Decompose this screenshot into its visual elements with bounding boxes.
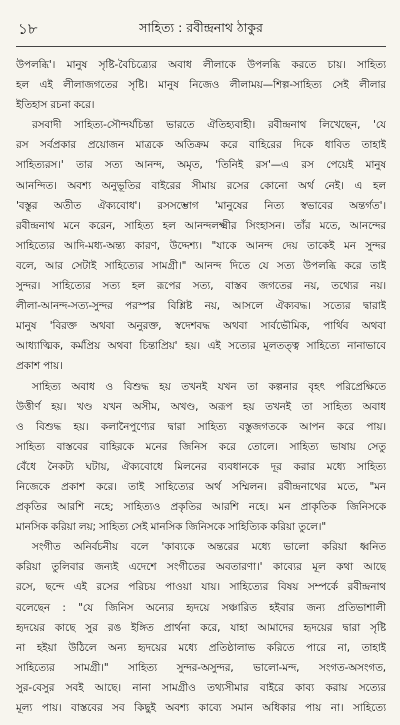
- text-line: প্রকাশ পায়।: [16, 360, 63, 373]
- text-line: বেঁধে নৈকট্য ঘটায়, ঐক্যবোধে মিলনের ব্যবধানকে দূর করার মধ্যে সাহিত্য: [16, 460, 386, 473]
- paragraph: [16, 377, 386, 538]
- text-line: সাহিত্যরস।' তার সত্য আনন্দ, অমৃত, 'তিনিই রস'—এ রস পেয়েই মানুষ: [16, 159, 386, 172]
- text-line: করিয়া তুলিবার জন্যই এদেশে সংগীতের অবতারণা।' কাব্যের মূল কথা আছে: [16, 561, 386, 574]
- body-text: [16, 55, 386, 718]
- text-line: রস সর্বপ্রকার প্রয়োজন মাত্রকে অতিক্রম করে বাহিরের দিকে ধাবিত তাহাই: [16, 139, 386, 152]
- running-head: সাহিত্য : রবীন্দ্রনাথ ঠাকুর: [139, 20, 263, 35]
- text-line: সাহিত্যের আদি-মধ্য-অন্ত্য কারণ, উদ্দেশ্য। "যাকে আনন্দ দেয় তাকেই মন সুন্দর: [16, 239, 386, 252]
- text-line: ও বিশুদ্ধ হয়। কলানৈপুণ্যের দ্বারা সাহিত্য বস্তুজগতকে আপন করে পায়।: [16, 420, 386, 433]
- text-line: প্রকৃতির আরশি নহে; সাহিত্যও প্রকৃতির আরশি নহে। মন প্রাকৃতিক জিনিসকে: [16, 501, 386, 514]
- paragraph: [16, 55, 386, 115]
- text-line: ইতিহাস রচনা করে।: [16, 99, 95, 112]
- text-line: 'বস্তুর অতীত ঐক্যবোধ'। রসসম্ভোগ 'মানুষের নিত্য স্বভাবের অন্তর্গত'।: [16, 199, 386, 212]
- text-line: উপলব্ধি'। মানুষ সৃষ্টি-বৈচিত্র্যের অবাধ লীলাকে উপলব্ধি করতে চায়। সাহিত্য: [16, 59, 386, 71]
- text-line: রসে, ছন্দে এই রসের পরিচয় পাওয়া যায়। সাহিত্যের বিষয় সম্পর্কে রবীন্দ্রনাথ: [16, 581, 386, 594]
- text-line: সুন্দর। সাহিত্যের সত্য হল রূপের সত্য, বাস্তব জগতের নয়, তথ্যের নয়।: [16, 280, 386, 293]
- text-line: বলেছেন : "যে জিনিস অন্যের হৃদয়ে সঞ্চারিত হইবার জন্য প্রতিভাশালী: [16, 601, 386, 614]
- text-line: না হইয়া উঠিলে অন্য হৃদয়ের মধ্যে প্রতিষ্ঠালাভ করিতে পারে না, তাহাই: [16, 641, 386, 654]
- text-line: সাহিত্য বাস্তবের বাহিরকে মনের জিনিস করে তোলে। সাহিত্য ভাষায় সেতু: [16, 440, 386, 453]
- text-line: লীলা-আনন্দ-সত্য-সুন্দর পরস্পর বিশ্লিষ্ট নয়, আসলে ঐক্যবদ্ধ। সত্যের দ্বারাই: [16, 300, 386, 313]
- text-line: রবীন্দ্রনাথ মনে করেন, সাহিত্য হল আনন্দলক্ষ্মীর সিংহাসন। তাঁর মতে, আনন্দের: [16, 219, 386, 232]
- text-line: হল এই লীলাজগতের সৃষ্টি। মানুষ নিজেও লীলাময়—শিল্প-সাহিত্য সেই লীলার: [16, 79, 386, 92]
- text-line: মানুষ 'বিরক্ত অথবা অনুরক্ত, স্বদেশবদ্ধ অথবা সার্বভৌমিক, পার্থিব অথবা: [16, 320, 386, 333]
- text-line: বলে, আর সেটাই সাহিত্যের সামগ্রী।" আনন্দ দিতে যে সত্য উপলব্ধি করে তাই: [16, 259, 386, 272]
- page-header: [16, 14, 386, 47]
- paragraph: [16, 537, 386, 718]
- text-line: উত্তীর্ণ হয়। খণ্ড যখন অসীম, অখণ্ড, অরূপ হয় তখনই তা সাহিত্য অবাধ: [16, 400, 386, 413]
- text-line: মানসিক করিয়া লয়; সাহিত্য সেই মানসিক জিনিসকে সাহিত্যিক করিয়া তুলে।": [16, 521, 327, 534]
- text-line: সাহিত্যের সামগ্রী।" সাহিত্য সুন্দর-অসুন্দর, ভালো-মন্দ, সংগত-অসংগত,: [16, 661, 386, 674]
- text-line: সংগীত অনির্বচনীয় বলে 'কাব্যকে অন্তরের মধ্যে ভালো করিয়া ধ্বনিত: [32, 541, 386, 554]
- text-line: মূল্য পায়। বাস্তবের সব কিছুই অবশ্য কাব্যে সমান অধিকার পায় না। সাহিত্যে: [16, 702, 386, 714]
- text-line: আনন্দিত। অবশ্য অনুভূতির বাইরের সীমায় রসের কোনো অর্থ নেই। এ হল: [16, 179, 386, 192]
- text-line: নিজেকে প্রকাশ করে। তাই সাহিত্যের অর্থ সম্মিলন। রবীন্দ্রনাথের মতে, "মন: [16, 480, 386, 493]
- text-line: সুর-বেসুর সবই আছে। নানা সামগ্রীও তথ্যসীমার বাইরে কাব্য করায় সত্যের: [16, 681, 386, 694]
- text-line: সাহিত্য অবাধ ও বিশুদ্ধ হয় তখনই যখন তা কল্পনার বৃহৎ পরিপ্রেক্ষিতে: [32, 380, 386, 393]
- page-number: ১৮: [18, 20, 38, 38]
- paragraph: [16, 115, 386, 376]
- text-line: আধ্যাত্মিক, কর্মপ্রিয় অথবা চিন্তাপ্রিয়' হয়। এই সত্যের মূলতত্ত্ব সাহিত্যে নানাভাবে: [16, 340, 386, 353]
- text-line: রসবাদী সাহিত্য-সৌন্দর্যচিন্তা ভারতে ঐতিহ্যবাহী। রবীন্দ্রনাথ লিখেছেন, 'যে: [32, 119, 386, 132]
- text-line: হৃদয়ের কাছে সুর রঙ ইঙ্গিত প্রার্থনা করে, যাহা আমাদের হৃদয়ের দ্বারা সৃষ্টি: [16, 621, 386, 634]
